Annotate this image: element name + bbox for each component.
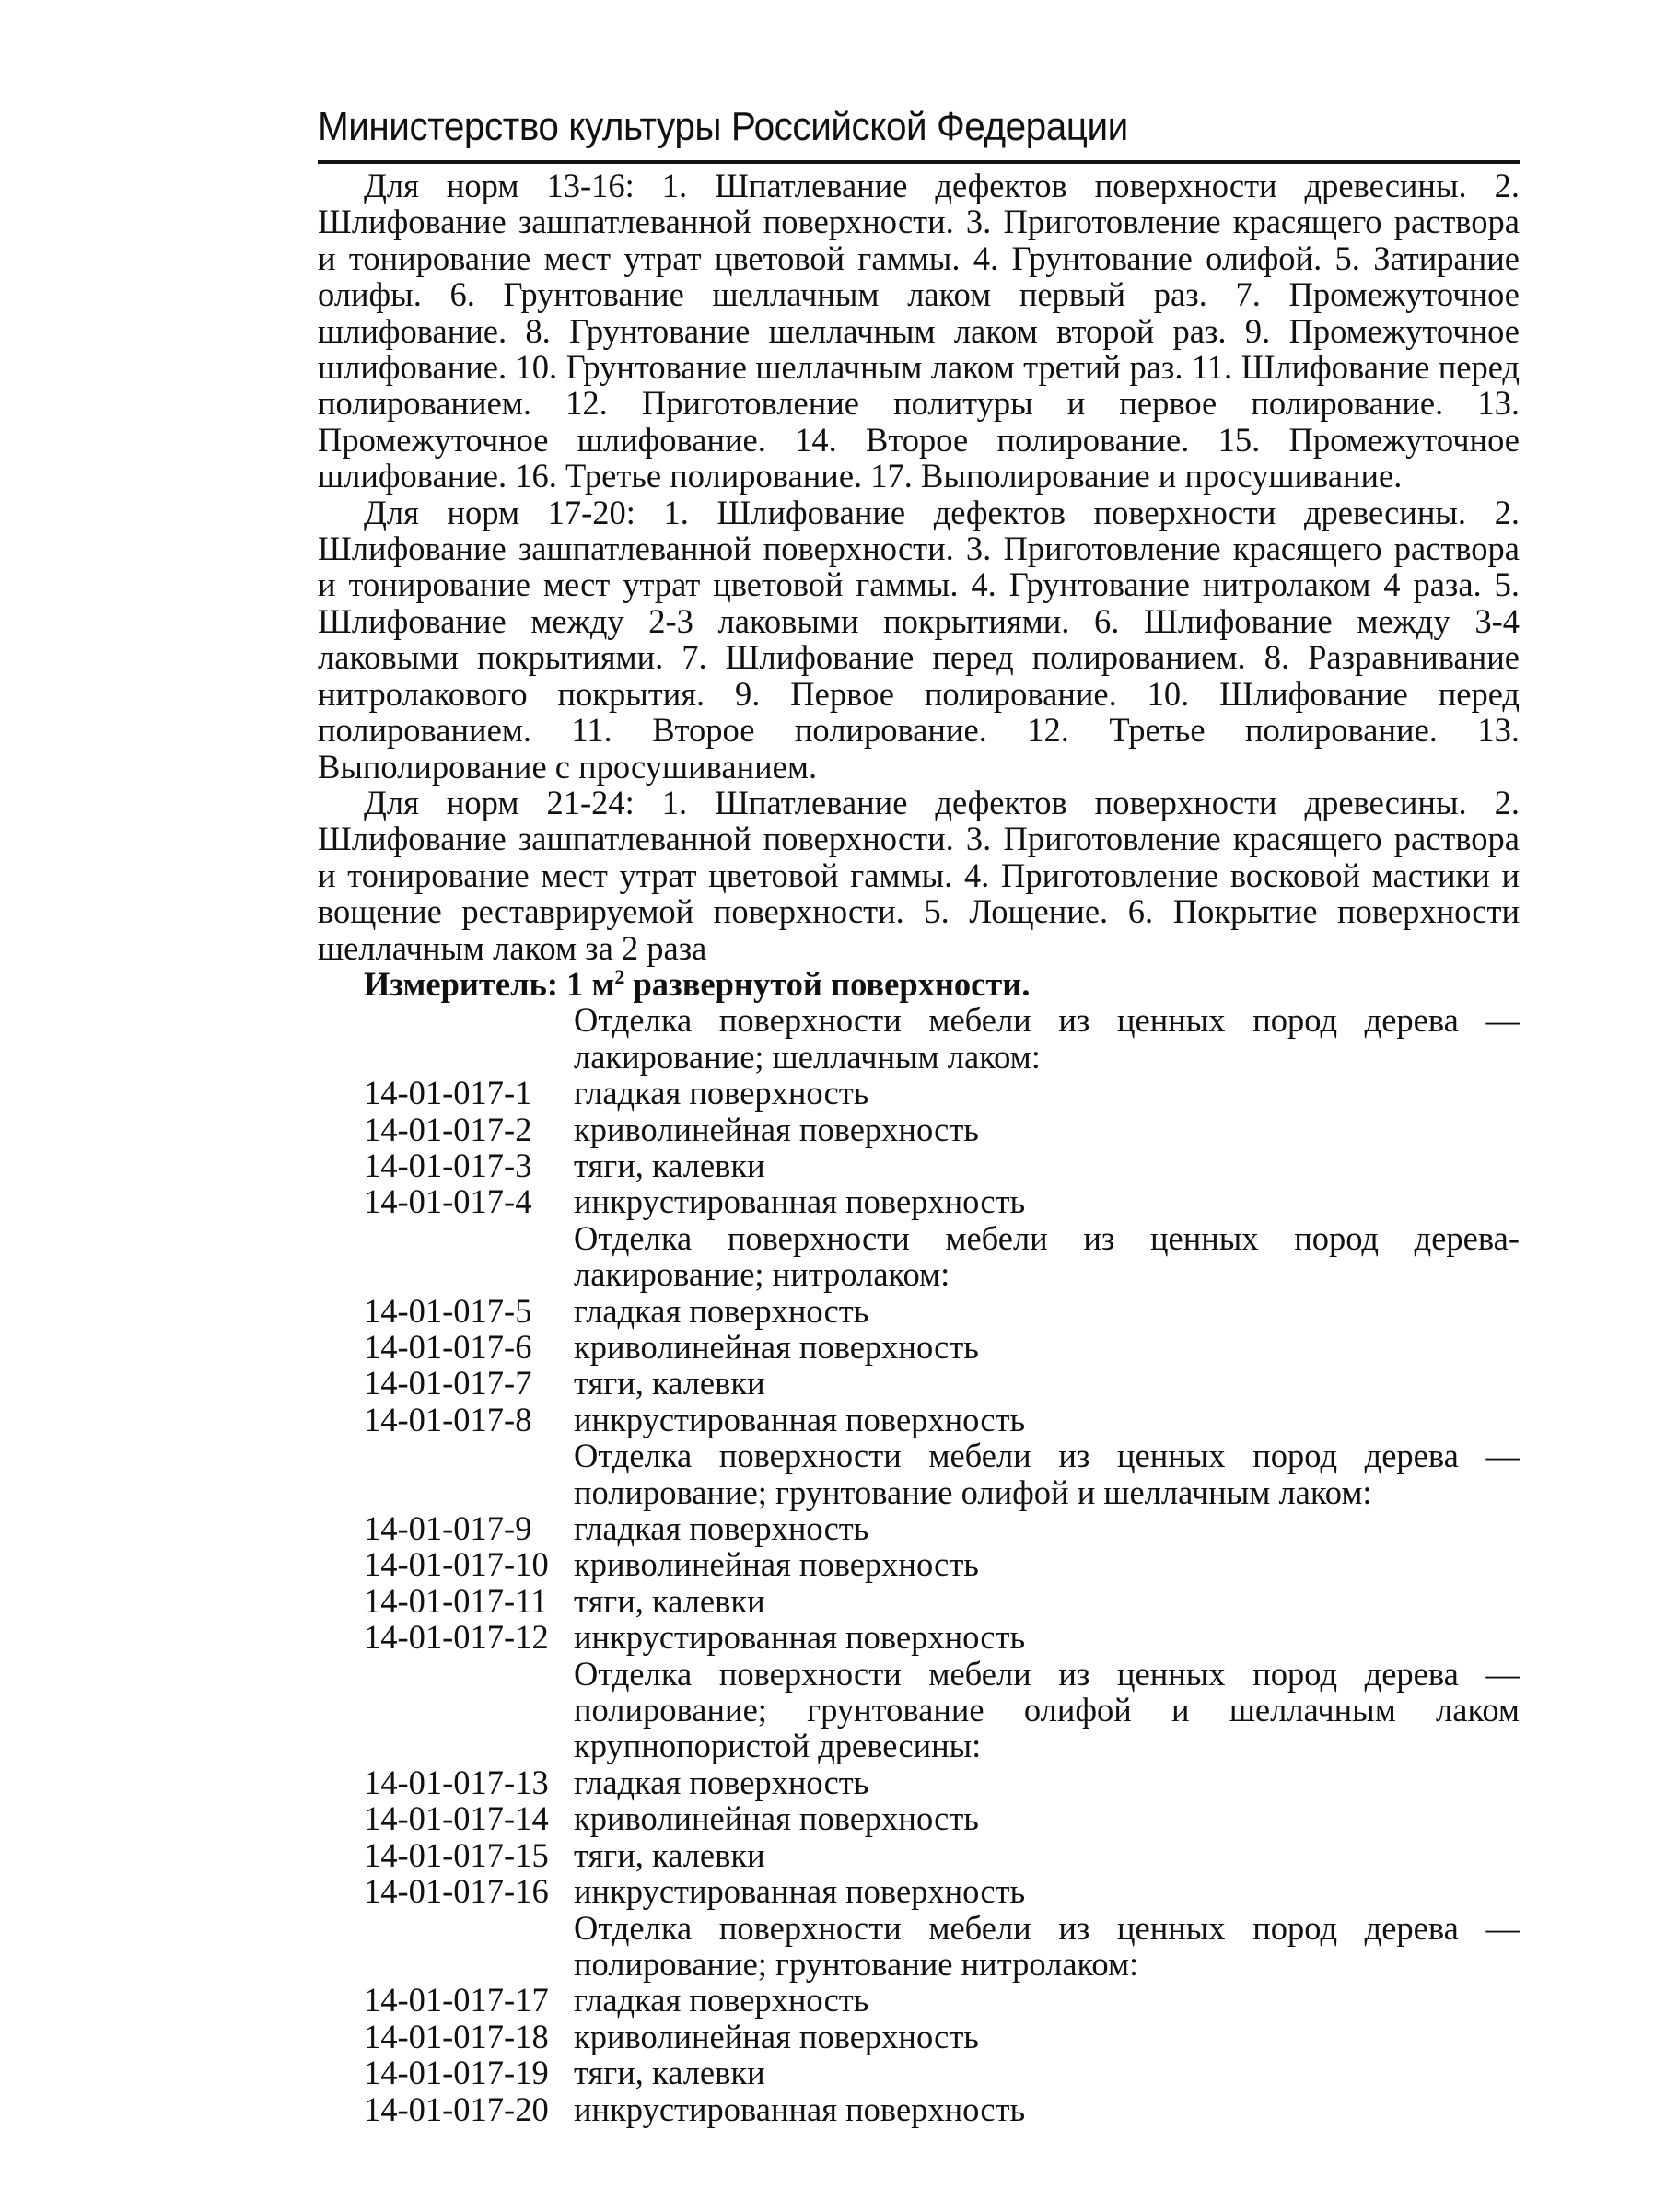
norm-row [318, 1837, 1520, 1873]
norm-code: 14-01-017-13 [364, 1763, 549, 1801]
norm-code: 14-01-017-17 [364, 1981, 549, 2020]
norm-row [318, 1075, 1520, 1111]
norm-row [318, 1112, 1520, 1147]
norm-row [318, 1982, 1520, 2018]
norm-label: криволинейная поверхность [574, 1799, 979, 1838]
norm-label: криволинейная поверхность [574, 1328, 979, 1366]
norm-row [318, 2019, 1520, 2055]
measure-prefix: Измеритель: 1 м [364, 964, 615, 1003]
norm-row [318, 1329, 1520, 1365]
norm-row [318, 1546, 1520, 1582]
norms-21-24-paragraph: Для норм 21-24: 1. Шпатлевание дефектов поверхности древесины. 2. Шлифование зашпатлеванной поверхности. 3. Приготовление красящего раствора и тонирование мест утрат цветовой гаммы. 4. Приготовление восковой мастики и вощение реставрируемой поверхности. 5. Лощение. 6. Покрытие поверхности шеллачным лаком за 2 раза [318, 783, 1520, 967]
norm-code: 14-01-017-18 [364, 2017, 549, 2055]
norm-label: тяги, калевки [574, 2054, 765, 2092]
group-title: Отделка поверхности мебели из ценных пород дерева — полирование; грунтование олифой и шеллачным лаком: [574, 1437, 1520, 1511]
norm-code: 14-01-017-1 [364, 1074, 532, 1112]
group-title: Отделка поверхности мебели из ценных пород дерева — полирование; грунтование олифой и шеллачным лаком крупнопористой древесины: [574, 1654, 1520, 1765]
norm-label: тяги, калевки [574, 1364, 765, 1403]
document-body [318, 168, 1520, 2127]
measure-superscript: 2 [614, 964, 625, 988]
norm-code: 14-01-017-15 [364, 1835, 549, 1874]
norm-code: 14-01-017-12 [364, 1618, 549, 1657]
norm-code: 14-01-017-2 [364, 1110, 532, 1148]
norm-code: 14-01-017-20 [364, 2090, 549, 2128]
norm-row [318, 1293, 1520, 1329]
norm-row [318, 1873, 1520, 1909]
norm-label: гладкая поверхность [574, 1981, 869, 2020]
norm-row [318, 1365, 1520, 1401]
norm-code: 14-01-017-14 [364, 1799, 549, 1838]
norm-label: гладкая поверхность [574, 1291, 869, 1330]
group-title: Отделка поверхности мебели из ценных пород дерева — полирование; грунтование нитролаком: [574, 1908, 1520, 1983]
norm-label: тяги, калевки [574, 1146, 765, 1184]
norm-code: 14-01-017-16 [364, 1872, 549, 1911]
norm-code: 14-01-017-9 [364, 1509, 532, 1548]
norm-label: инкрустированная поверхность [574, 1182, 1026, 1221]
page-header: Министерство культуры Российской Федерации [318, 104, 1128, 149]
norm-row [318, 1510, 1520, 1546]
norm-label: гладкая поверхность [574, 1074, 869, 1112]
group-title: Отделка поверхности мебели из ценных пород дерева- лакирование; нитролаком: [574, 1218, 1520, 1294]
norm-label: криволинейная поверхность [574, 2017, 979, 2055]
norm-row [318, 1583, 1520, 1619]
norm-label: тяги, калевки [574, 1581, 765, 1620]
measure-unit [318, 966, 1520, 1002]
norm-label: инкрустированная поверхность [574, 2090, 1026, 2128]
norms-17-20-paragraph: Для норм 17-20: 1. Шлифование дефектов поверхности древесины. 2. Шлифование зашпатлеванной поверхности. 3. Приготовление красящего раствора и тонирование мест утрат цветовой гаммы. 4. Грунтование нитролаком 4 раза. 5. Шлифование между 2-3 лаковыми покрытиями. 6. Шлифование между 3-4 лаковыми покрытиями. 7. Шлифование перед полированием. 8. Разравнивание нитролакового покрытия. 9. Первое полирование. 10. Шлифование перед полированием. 11. Второе полирование. 12. Третье полирование. 13. Выполирование с просушиванием. [318, 493, 1520, 786]
norm-code: 14-01-017-7 [364, 1364, 532, 1403]
norm-row [318, 1619, 1520, 1655]
norm-label: гладкая поверхность [574, 1509, 869, 1548]
norm-code: 14-01-017-3 [364, 1146, 532, 1184]
norm-code: 14-01-017-8 [364, 1400, 532, 1438]
norm-row [318, 1147, 1520, 1183]
norm-code: 14-01-017-4 [364, 1182, 532, 1221]
norm-row [318, 2091, 1520, 2127]
norms-13-16-paragraph: Для норм 13-16: 1. Шпатлевание дефектов поверхности древесины. 2. Шлифование зашпатлеванной поверхности. 3. Приготовление красящего раствора и тонирование мест утрат цветовой гаммы. 4. Грунтование олифой. 5. Затирание олифы. 6. Грунтование шеллачным лаком первый раз. 7. Промежуточное шлифование. 8. Грунтование шеллачным лаком второй раз. 9. Промежуточное шлифование. 10. Грунтование шеллачным лаком третий раз. 11. Шлифование перед полированием. 12. Приготовление политуры и первое полирование. 13. Промежуточное шлифование. 14. Второе полирование. 15. Промежуточное шлифование. 16. Третье полирование. 17. Выполирование и просушивание. [318, 167, 1520, 495]
group-title: Отделка поверхности мебели из ценных пород дерева — лакирование; шеллачным лаком: [574, 1001, 1520, 1076]
norm-row [318, 1764, 1520, 1800]
norm-row [318, 1183, 1520, 1219]
norm-code: 14-01-017-6 [364, 1328, 532, 1366]
norm-row [318, 2055, 1520, 2090]
norm-label: инкрустированная поверхность [574, 1400, 1026, 1438]
norm-code: 14-01-017-5 [364, 1291, 532, 1330]
norm-label: тяги, калевки [574, 1835, 765, 1874]
norm-row [318, 1402, 1520, 1438]
header-rule [318, 160, 1520, 164]
norm-label: инкрустированная поверхность [574, 1872, 1026, 1911]
norm-code: 14-01-017-10 [364, 1545, 549, 1584]
norm-label: инкрустированная поверхность [574, 1618, 1026, 1657]
norm-code: 14-01-017-11 [364, 1581, 548, 1620]
norm-row [318, 1800, 1520, 1836]
norm-label: криволинейная поверхность [574, 1110, 979, 1148]
norm-label: криволинейная поверхность [574, 1545, 979, 1584]
measure-suffix: развернутой поверхности. [624, 964, 1031, 1003]
norm-code: 14-01-017-19 [364, 2054, 549, 2092]
norm-label: гладкая поверхность [574, 1763, 869, 1801]
